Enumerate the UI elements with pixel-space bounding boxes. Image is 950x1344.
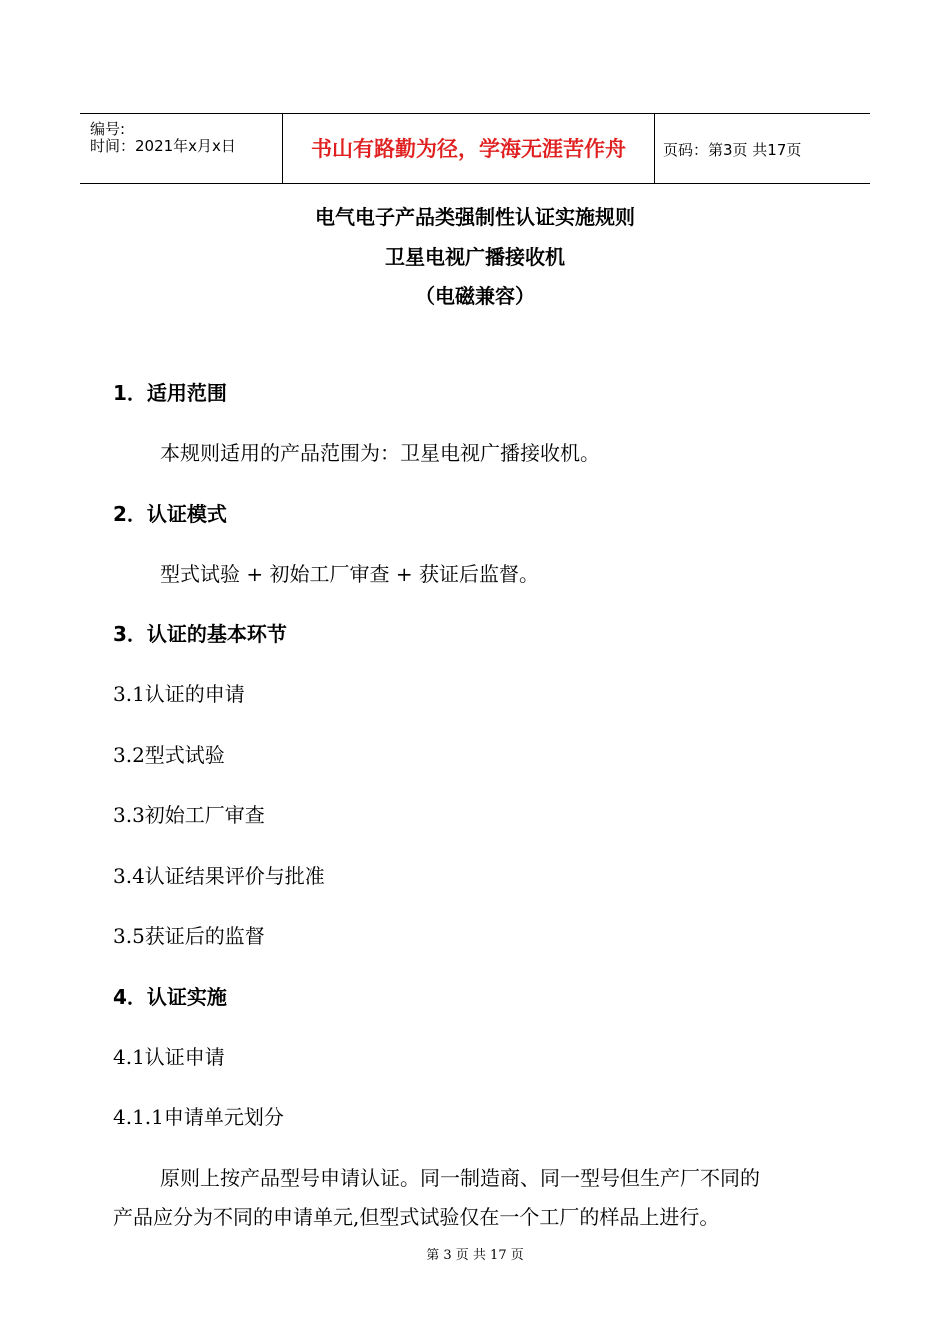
page-footer: 第 3 页 共 17 页 <box>426 1248 524 1263</box>
header-motto-cell <box>282 114 655 183</box>
section-4-body-line2: 产品应分为不同的申请单元,但型式试验仅在一个工厂的样品上进行。 <box>113 1205 720 1229</box>
section-3-item: 3.2型式试验 <box>113 743 225 767</box>
section-2-body: 型式试验 + 初始工厂审查 + 获证后监督。 <box>160 562 539 586</box>
number-label: 编号: <box>90 120 126 138</box>
section-3-item: 3.1认证的申请 <box>113 682 245 706</box>
header-meta-cell <box>80 114 282 183</box>
header-page-cell <box>655 114 870 183</box>
section-3-item: 3.5获证后的监督 <box>113 924 265 948</box>
time-label: 时间：2021年x月x日 <box>90 137 236 155</box>
section-4-1-1-heading: 4.1.1申请单元划分 <box>113 1105 284 1129</box>
section-4-heading: 4．认证实施 <box>113 985 227 1009</box>
section-3-item: 3.4认证结果评价与批准 <box>113 864 325 888</box>
motto-text: 书山有路勤为径，学海无涯苦作舟 <box>311 137 626 161</box>
section-4-body-line1: 原则上按产品型号申请认证。同一制造商、同一型号但生产厂不同的 <box>160 1166 760 1190</box>
doc-title-line3: （电磁兼容） <box>415 284 535 308</box>
section-3-item: 3.3初始工厂审查 <box>113 803 265 827</box>
section-3-heading: 3．认证的基本环节 <box>113 622 287 646</box>
doc-title-line2: 卫星电视广播接收机 <box>385 245 565 269</box>
section-4-1-heading: 4.1认证申请 <box>113 1045 225 1069</box>
document-header <box>80 113 870 184</box>
section-2-heading: 2．认证模式 <box>113 502 227 526</box>
section-1-body: 本规则适用的产品范围为：卫星电视广播接收机。 <box>160 441 600 465</box>
section-1-heading: 1．适用范围 <box>113 381 227 405</box>
page-label: 页码：第3页 共17页 <box>663 141 802 159</box>
doc-title-line1: 电气电子产品类强制性认证实施规则 <box>315 205 635 229</box>
